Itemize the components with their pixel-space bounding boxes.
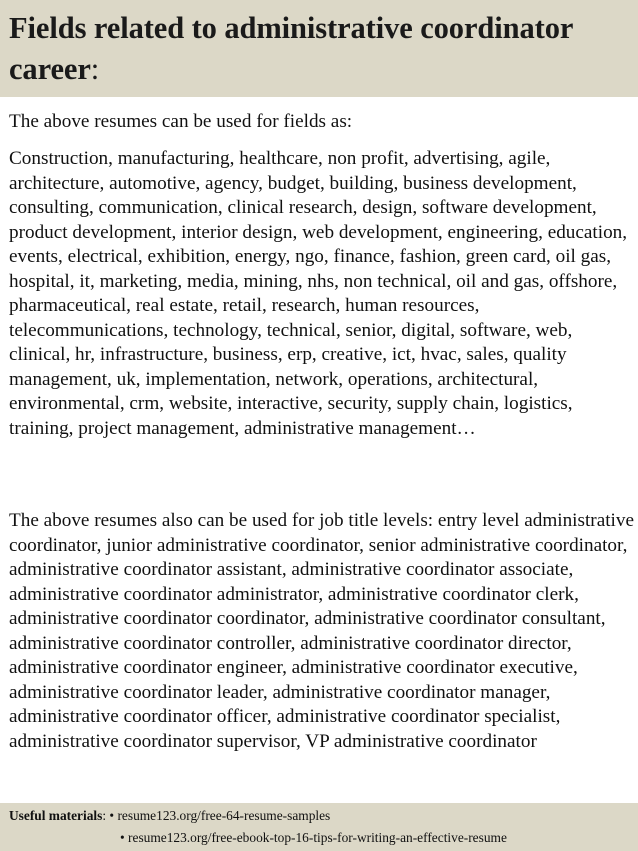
- intro-text: The above resumes can be used for fields as:: [9, 111, 353, 132]
- footer-colon: :: [102, 808, 110, 823]
- page-title-colon: :: [90, 52, 100, 86]
- page-title: [9, 8, 630, 90]
- fields-list: Construction, manufacturing, healthcare, non profit, advertising, agile, architecture, automotive, agency, budget, building, business development, consulting, communication, clinical research, design, software development, product development, interior design, web development, engineering, education, events, electrical, exhibition, energy, ngo, finance, fashion, green card, oil gas, hospital, it, marketing, media, mining, nhs, non technical, oil and gas, offshore, pharmaceutical, real estate, retail, research, human resources, telecommunications, technology, technical, senior, digital, software, web, clinical, hr, infrastructure, business, erp, creative, ict, hvac, sales, quality management, uk, implementation, network, operations, architectural, environmental, crm, website, interactive, security, supply chain, logistics, training, project management, administrative management…: [9, 148, 628, 440]
- footer: [0, 803, 638, 851]
- footer-link-ebook[interactable]: • resume123.org/free-ebook-top-16-tips-for-writing-an-effective-resume: [120, 830, 507, 845]
- page-title-main: Fields related to administrative coordinator career: [9, 11, 573, 86]
- job-levels-text: The above resumes also can be used for job title levels: entry level administrative coordinator, junior administrative coordinator, senior administrative coordinator, administrative coordinator assistant, administrative coordinator associate, administrative coordinator administrator, administrative coordinator clerk, administrative coordinator coordinator, administrative coordinator consultant, administrative coordinator controller, administrative coordinator director, administrative coordinator engineer, administrative coordinator executive, administrative coordinator leader, administrative coordinator manager, administrative coordinator officer, administrative coordinator specialist, administrative coordinator supervisor, VP administrative coordinator: [9, 510, 634, 752]
- slide-header: [0, 0, 638, 97]
- footer-row-1: [9, 805, 638, 827]
- job-levels-section: [9, 509, 634, 799]
- footer-link-resume-samples[interactable]: • resume123.org/free-64-resume-samples: [109, 808, 331, 823]
- footer-label: Useful materials: [9, 808, 103, 823]
- footer-row-2: [9, 827, 638, 849]
- content-area: [9, 110, 634, 442]
